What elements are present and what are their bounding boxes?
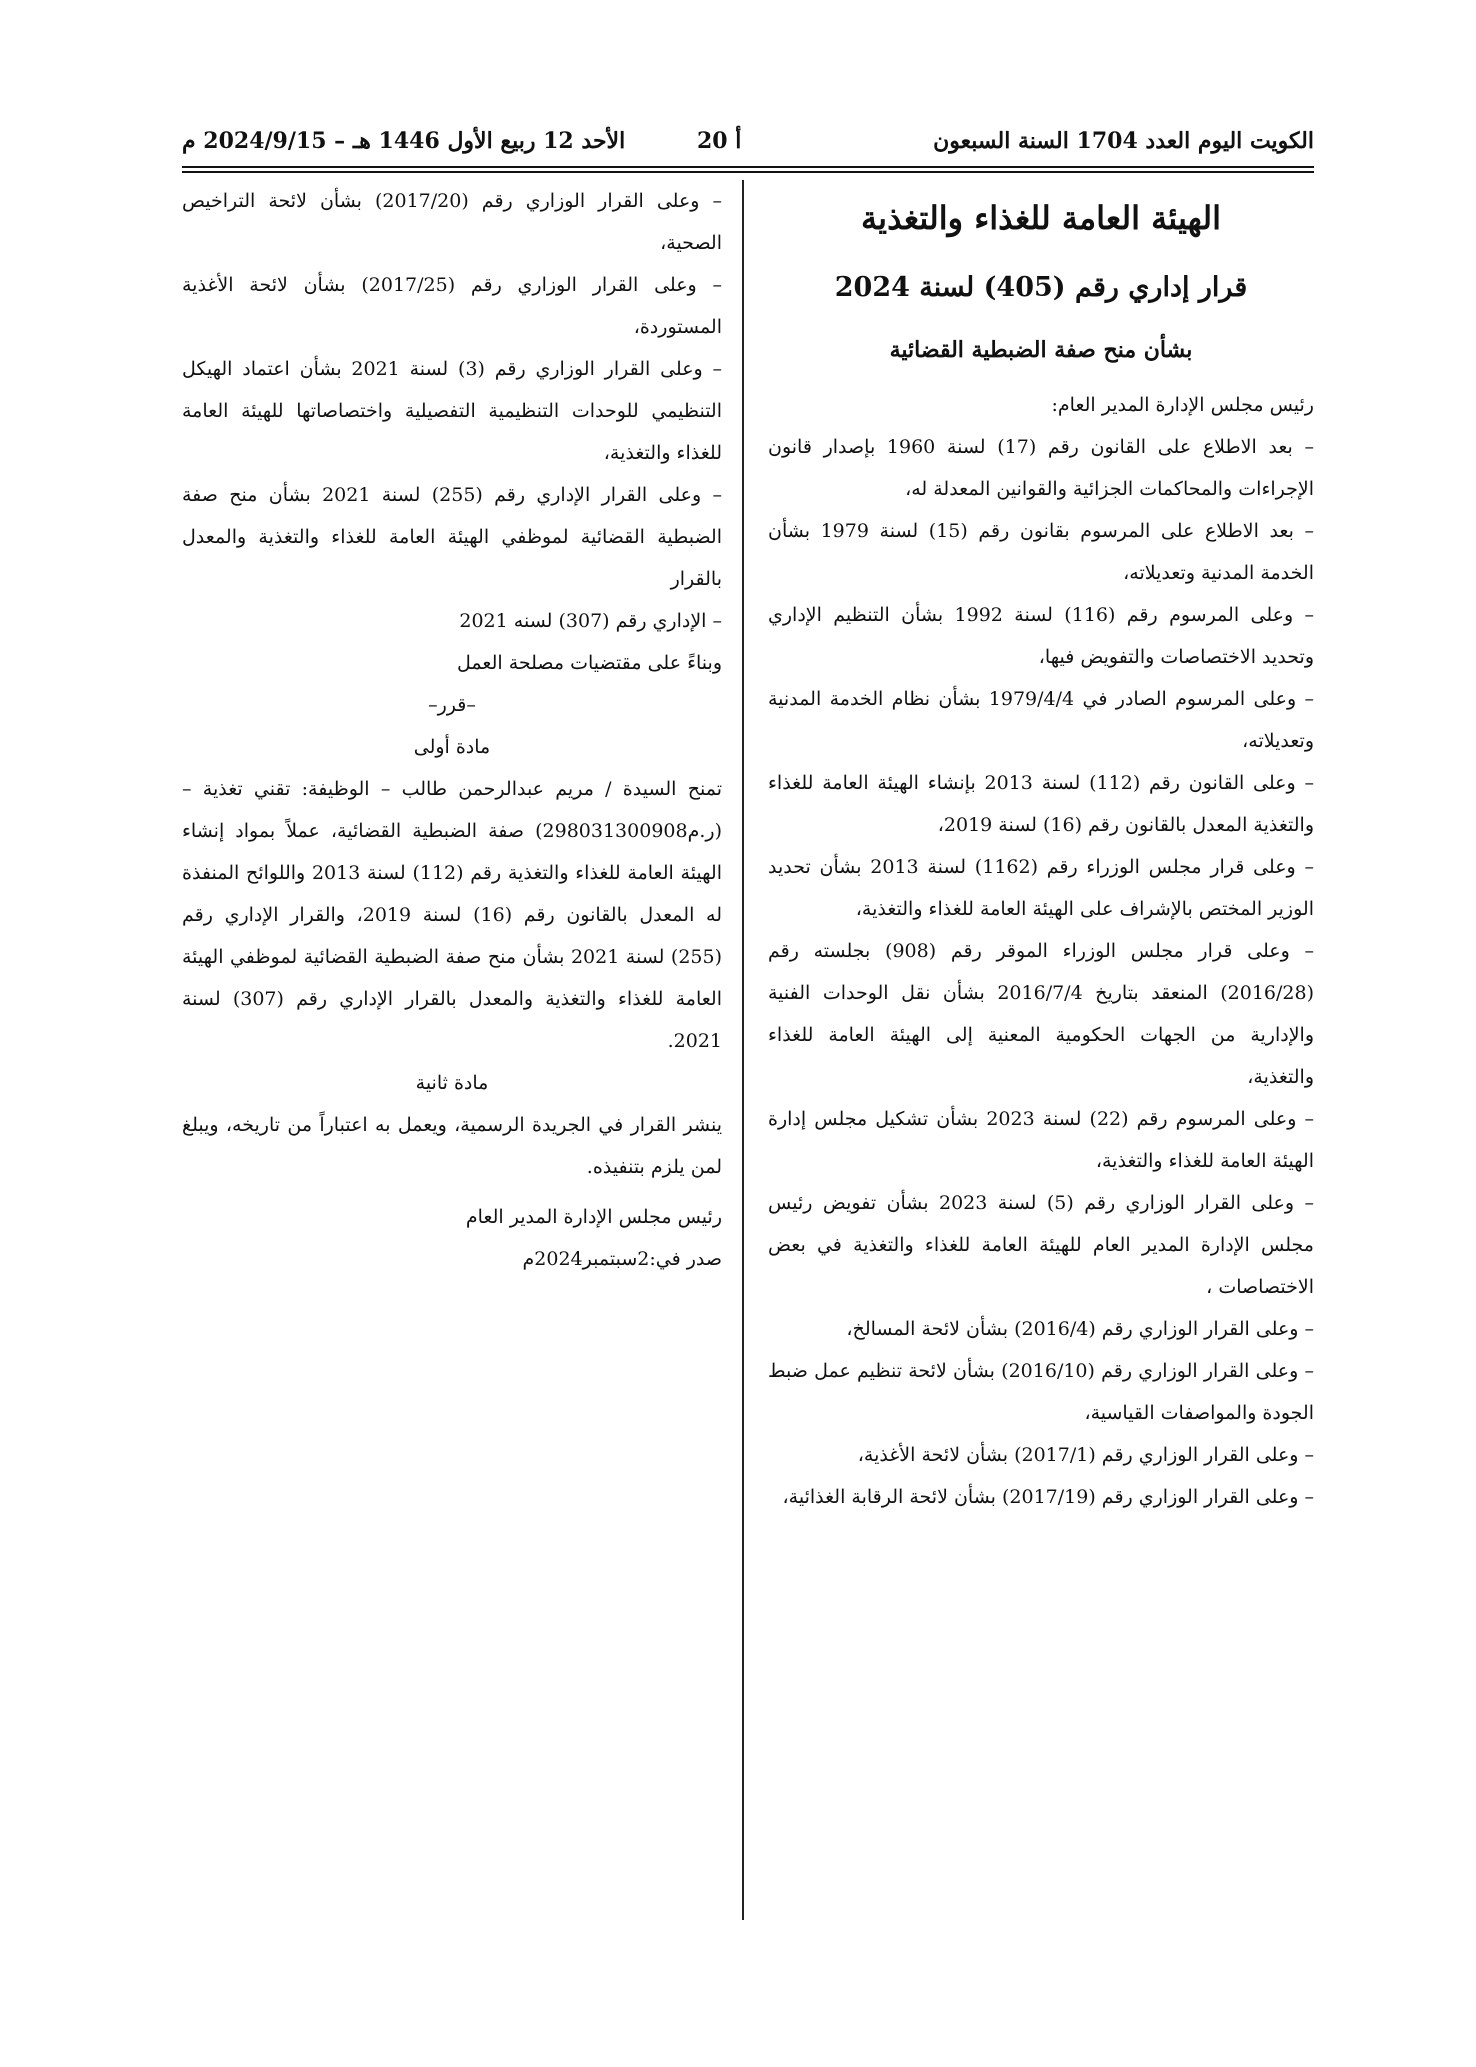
decision-subject: بشأن منح صفة الضبطية القضائية bbox=[889, 337, 1193, 363]
preamble-paragraph: – بعد الاطلاع على المرسوم بقانون رقم (15) لسنة 1979 بشأن الخدمة المدنية وتعديلاته، bbox=[768, 520, 1314, 584]
preamble-paragraph: – وعلى القرار الوزاري رقم (2017/1) بشأن لائحة الأغذية، bbox=[857, 1444, 1314, 1466]
preamble-paragraph: – وعلى قرار مجلس الوزراء الموقر رقم (908) بجلسته رقم (2016/28) المنعقد بتاريخ 2016/7/4 بشأن نقل الوحدات الفنية والإدارية من الجهات الحكومية المعنية إلى الهيئة العامة للغذاء والتغذية، bbox=[768, 940, 1314, 1088]
decided-heading: –قرر– bbox=[428, 694, 476, 716]
basis-line: وبناءً على مقتضيات مصلحة العمل bbox=[457, 652, 722, 674]
preamble-paragraph: – وعلى القرار الإداري رقم (255) لسنة 2021 بشأن منح صفة الضبطية القضائية لموظفي الهيئة العامة للغذاء والتغذية والمعدل بالقرار bbox=[182, 484, 722, 590]
preamble-paragraph: – وعلى المرسوم الصادر في 1979/4/4 بشأن نظام الخدمة المدنية وتعديلاته، bbox=[768, 688, 1314, 752]
intro-line: رئيس مجلس الإدارة المدير العام: bbox=[1051, 394, 1314, 416]
article-2-text: ينشر القرار في الجريدة الرسمية، ويعمل به اعتباراً من تاريخه، ويبلغ لمن يلزم بتنفيذه. bbox=[182, 1114, 722, 1178]
header-date: الأحد 12 ربيع الأول 1446 هـ – 2024/9/15 م bbox=[182, 128, 626, 154]
article-2-title: مادة ثانية bbox=[415, 1072, 489, 1094]
header-rule-top bbox=[182, 166, 1314, 168]
preamble-paragraph: – وعلى القرار الوزاري رقم (2016/10) بشأن لائحة تنظيم عمل ضبط الجودة والمواصفات القياسية، bbox=[768, 1360, 1314, 1424]
preamble-paragraph: – وعلى المرسوم رقم (116) لسنة 1992 بشأن التنظيم الإداري وتحديد الاختصاصات والتفويض فيها، bbox=[768, 604, 1314, 668]
preamble-paragraph: – وعلى القرار الوزاري رقم (5) لسنة 2023 بشأن تفويض رئيس مجلس الإدارة المدير العام للهيئة العامة للغذاء والتغذية في بعض الاختصاصات ، bbox=[768, 1192, 1314, 1298]
article-1-title: مادة أولى bbox=[413, 736, 491, 758]
preamble-paragraph: – وعلى القانون رقم (112) لسنة 2013 بإنشاء الهيئة العامة للغذاء والتغذية المعدل بالقانون رقم (16) لسنة 2019، bbox=[768, 772, 1314, 836]
agency-title: الهيئة العامة للغذاء والتغذية bbox=[861, 199, 1221, 237]
preamble-paragraph: – وعلى القرار الوزاري رقم (3) لسنة 2021 بشأن اعتماد الهيكل التنظيمي للوحدات التنظيمية التفصيلية واختصاصاتها للهيئة العامة للغذاء والتغذية، bbox=[182, 358, 722, 464]
right-column bbox=[768, 180, 1314, 1920]
header-rule-bottom bbox=[182, 171, 1314, 173]
header-page-number: أ 20 bbox=[697, 128, 742, 154]
preamble-paragraph: – وعلى القرار الوزاري رقم (2016/4) بشأن لائحة المسالخ، bbox=[846, 1318, 1314, 1340]
issued-date: صدر في:2سبتمبر2024م bbox=[522, 1248, 722, 1270]
page-header bbox=[182, 124, 1314, 166]
preamble-paragraph: – الإداري رقم (307) لسنه 2021 bbox=[459, 610, 722, 632]
preamble-paragraph: – وعلى المرسوم رقم (22) لسنة 2023 بشأن تشكيل مجلس إدارة الهيئة العامة للغذاء والتغذية، bbox=[768, 1108, 1314, 1172]
article-1-text: تمنح السيدة / مريم عبدالرحمن طالب – الوظيفة: تقني تغذية – (ر.م298031300908) صفة الضبطية القضائية، عملاً بمواد إنشاء الهيئة العامة للغذاء والتغذية رقم (112) لسنة 2013 واللوائح المنفذة له المعدل بالقانون رقم (16) لسنة 2019، والقرار الإداري رقم (255) لسنة 2021 بشأن منح صفة الضبطية القضائية لموظفي الهيئة العامة للغذاء والتغذية والمعدل بالقرار الإداري رقم (307) لسنة 2021. bbox=[182, 778, 722, 1052]
preamble-paragraph: – وعلى القرار الوزاري رقم (2017/25) بشأن لائحة الأغذية المستوردة، bbox=[182, 274, 722, 338]
column-divider bbox=[742, 180, 744, 1920]
preamble-paragraph: – وعلى قرار مجلس الوزراء رقم (1162) لسنة 2013 بشأن تحديد الوزير المختص بالإشراف على الهيئة العامة للغذاء والتغذية، bbox=[768, 856, 1314, 920]
preamble-paragraph: – وعلى القرار الوزاري رقم (2017/19) بشأن لائحة الرقابة الغذائية، bbox=[782, 1486, 1314, 1508]
preamble-paragraph: – وعلى القرار الوزاري رقم (2017/20) بشأن لائحة التراخيص الصحية، bbox=[182, 190, 722, 254]
signature-line: رئيس مجلس الإدارة المدير العام bbox=[465, 1206, 722, 1228]
decision-title: قرار إداري رقم (405) لسنة 2024 bbox=[834, 272, 1248, 303]
left-column bbox=[182, 180, 722, 1920]
header-issue-info: الكويت اليوم العدد 1704 السنة السبعون bbox=[933, 128, 1314, 154]
preamble-paragraph: – بعد الاطلاع على القانون رقم (17) لسنة 1960 بإصدار قانون الإجراءات والمحاكمات الجزائية والقوانين المعدلة له، bbox=[768, 436, 1314, 500]
